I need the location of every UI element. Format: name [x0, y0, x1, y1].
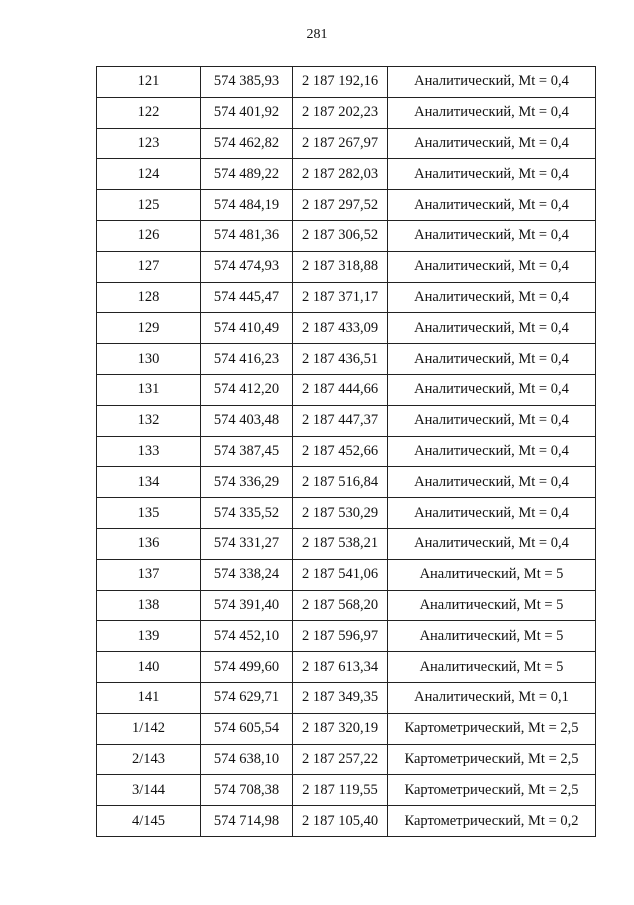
method-cell: Аналитический, Mt = 0,4	[388, 97, 596, 128]
point-number-cell: 130	[97, 344, 201, 375]
y-coordinate-cell: 2 187 444,66	[293, 374, 388, 405]
y-coordinate-cell: 2 187 596,97	[293, 621, 388, 652]
table-row	[97, 190, 596, 221]
point-number-cell: 1/142	[97, 713, 201, 744]
table-row	[97, 621, 596, 652]
point-number-cell: 121	[97, 67, 201, 98]
x-coordinate-cell: 574 452,10	[201, 621, 293, 652]
table-row	[97, 159, 596, 190]
x-coordinate-cell: 574 489,22	[201, 159, 293, 190]
method-cell: Аналитический, Mt = 0,4	[388, 313, 596, 344]
method-cell: Аналитический, Mt = 5	[388, 559, 596, 590]
point-number-cell: 131	[97, 374, 201, 405]
point-number-cell: 127	[97, 251, 201, 282]
y-coordinate-cell: 2 187 541,06	[293, 559, 388, 590]
point-number-cell: 139	[97, 621, 201, 652]
x-coordinate-cell: 574 412,20	[201, 374, 293, 405]
y-coordinate-cell: 2 187 192,16	[293, 67, 388, 98]
table-row	[97, 682, 596, 713]
y-coordinate-cell: 2 187 119,55	[293, 775, 388, 806]
point-number-cell: 134	[97, 467, 201, 498]
table-row	[97, 775, 596, 806]
point-number-cell: 129	[97, 313, 201, 344]
table-row	[97, 652, 596, 683]
point-number-cell: 122	[97, 97, 201, 128]
x-coordinate-cell: 574 387,45	[201, 436, 293, 467]
method-cell: Аналитический, Mt = 0,4	[388, 67, 596, 98]
x-coordinate-cell: 574 403,48	[201, 405, 293, 436]
y-coordinate-cell: 2 187 105,40	[293, 806, 388, 837]
table-row	[97, 744, 596, 775]
method-cell: Аналитический, Mt = 0,4	[388, 128, 596, 159]
method-cell: Аналитический, Mt = 0,1	[388, 682, 596, 713]
table-row	[97, 559, 596, 590]
point-number-cell: 137	[97, 559, 201, 590]
table-row	[97, 590, 596, 621]
table-row	[97, 467, 596, 498]
table-row	[97, 374, 596, 405]
point-number-cell: 141	[97, 682, 201, 713]
point-number-cell: 3/144	[97, 775, 201, 806]
method-cell: Аналитический, Mt = 0,4	[388, 159, 596, 190]
y-coordinate-cell: 2 187 318,88	[293, 251, 388, 282]
coordinates-table-body	[97, 67, 596, 837]
table-row	[97, 128, 596, 159]
x-coordinate-cell: 574 385,93	[201, 67, 293, 98]
method-cell: Картометрический, Mt = 2,5	[388, 744, 596, 775]
method-cell: Аналитический, Mt = 0,4	[388, 344, 596, 375]
point-number-cell: 132	[97, 405, 201, 436]
method-cell: Картометрический, Mt = 0,2	[388, 806, 596, 837]
method-cell: Аналитический, Mt = 0,4	[388, 374, 596, 405]
table-row	[97, 498, 596, 529]
method-cell: Аналитический, Mt = 0,4	[388, 220, 596, 251]
y-coordinate-cell: 2 187 436,51	[293, 344, 388, 375]
x-coordinate-cell: 574 410,49	[201, 313, 293, 344]
method-cell: Аналитический, Mt = 0,4	[388, 190, 596, 221]
method-cell: Картометрический, Mt = 2,5	[388, 775, 596, 806]
x-coordinate-cell: 574 401,92	[201, 97, 293, 128]
point-number-cell: 4/145	[97, 806, 201, 837]
point-number-cell: 125	[97, 190, 201, 221]
page-number: 281	[306, 27, 328, 42]
x-coordinate-cell: 574 481,36	[201, 220, 293, 251]
y-coordinate-cell: 2 187 447,37	[293, 405, 388, 436]
method-cell: Аналитический, Mt = 0,4	[388, 436, 596, 467]
x-coordinate-cell: 574 474,93	[201, 251, 293, 282]
table-row	[97, 344, 596, 375]
x-coordinate-cell: 574 336,29	[201, 467, 293, 498]
y-coordinate-cell: 2 187 613,34	[293, 652, 388, 683]
y-coordinate-cell: 2 187 452,66	[293, 436, 388, 467]
y-coordinate-cell: 2 187 297,52	[293, 190, 388, 221]
table-row	[97, 251, 596, 282]
point-number-cell: 126	[97, 220, 201, 251]
method-cell: Аналитический, Mt = 0,4	[388, 405, 596, 436]
point-number-cell: 136	[97, 528, 201, 559]
point-number-cell: 138	[97, 590, 201, 621]
y-coordinate-cell: 2 187 530,29	[293, 498, 388, 529]
table-row	[97, 282, 596, 313]
y-coordinate-cell: 2 187 282,03	[293, 159, 388, 190]
x-coordinate-cell: 574 445,47	[201, 282, 293, 313]
x-coordinate-cell: 574 629,71	[201, 682, 293, 713]
table-row	[97, 405, 596, 436]
x-coordinate-cell: 574 391,40	[201, 590, 293, 621]
x-coordinate-cell: 574 335,52	[201, 498, 293, 529]
method-cell: Картометрический, Mt = 2,5	[388, 713, 596, 744]
table-row	[97, 806, 596, 837]
point-number-cell: 123	[97, 128, 201, 159]
method-cell: Аналитический, Mt = 5	[388, 621, 596, 652]
method-cell: Аналитический, Mt = 5	[388, 652, 596, 683]
x-coordinate-cell: 574 462,82	[201, 128, 293, 159]
table-row	[97, 528, 596, 559]
x-coordinate-cell: 574 708,38	[201, 775, 293, 806]
y-coordinate-cell: 2 187 568,20	[293, 590, 388, 621]
coordinates-table	[96, 66, 596, 837]
y-coordinate-cell: 2 187 306,52	[293, 220, 388, 251]
x-coordinate-cell: 574 331,27	[201, 528, 293, 559]
method-cell: Аналитический, Mt = 0,4	[388, 467, 596, 498]
x-coordinate-cell: 574 416,23	[201, 344, 293, 375]
point-number-cell: 128	[97, 282, 201, 313]
x-coordinate-cell: 574 638,10	[201, 744, 293, 775]
method-cell: Аналитический, Mt = 0,4	[388, 282, 596, 313]
table-row	[97, 713, 596, 744]
y-coordinate-cell: 2 187 371,17	[293, 282, 388, 313]
point-number-cell: 140	[97, 652, 201, 683]
x-coordinate-cell: 574 338,24	[201, 559, 293, 590]
x-coordinate-cell: 574 605,54	[201, 713, 293, 744]
point-number-cell: 124	[97, 159, 201, 190]
y-coordinate-cell: 2 187 267,97	[293, 128, 388, 159]
x-coordinate-cell: 574 714,98	[201, 806, 293, 837]
x-coordinate-cell: 574 484,19	[201, 190, 293, 221]
y-coordinate-cell: 2 187 538,21	[293, 528, 388, 559]
method-cell: Аналитический, Mt = 5	[388, 590, 596, 621]
point-number-cell: 2/143	[97, 744, 201, 775]
table-row	[97, 436, 596, 467]
table-row	[97, 67, 596, 98]
table-row	[97, 97, 596, 128]
y-coordinate-cell: 2 187 516,84	[293, 467, 388, 498]
table-row	[97, 220, 596, 251]
table-row	[97, 313, 596, 344]
method-cell: Аналитический, Mt = 0,4	[388, 251, 596, 282]
y-coordinate-cell: 2 187 202,23	[293, 97, 388, 128]
y-coordinate-cell: 2 187 320,19	[293, 713, 388, 744]
point-number-cell: 135	[97, 498, 201, 529]
y-coordinate-cell: 2 187 433,09	[293, 313, 388, 344]
method-cell: Аналитический, Mt = 0,4	[388, 498, 596, 529]
y-coordinate-cell: 2 187 349,35	[293, 682, 388, 713]
method-cell: Аналитический, Mt = 0,4	[388, 528, 596, 559]
y-coordinate-cell: 2 187 257,22	[293, 744, 388, 775]
x-coordinate-cell: 574 499,60	[201, 652, 293, 683]
point-number-cell: 133	[97, 436, 201, 467]
